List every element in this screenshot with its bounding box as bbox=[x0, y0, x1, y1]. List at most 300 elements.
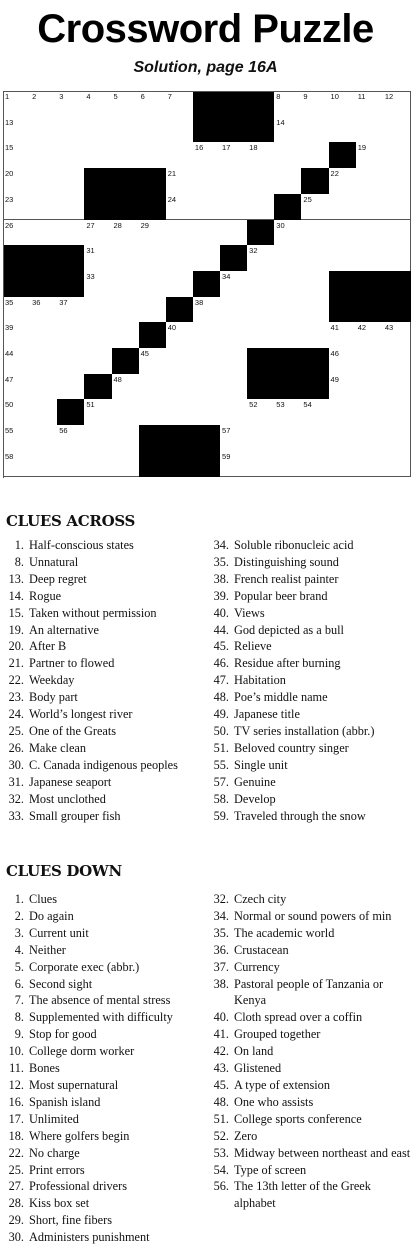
grid-cell[interactable] bbox=[193, 168, 221, 195]
grid-cell[interactable] bbox=[329, 91, 357, 118]
grid-block bbox=[356, 297, 384, 324]
cell-number: 54 bbox=[303, 400, 312, 410]
grid-cell[interactable] bbox=[383, 451, 411, 478]
grid-cell[interactable] bbox=[356, 451, 384, 478]
grid-cell[interactable] bbox=[112, 425, 140, 452]
grid-block bbox=[274, 348, 302, 375]
grid-cell[interactable] bbox=[274, 117, 302, 144]
clue-number: 38. bbox=[213, 571, 229, 586]
grid-cell[interactable] bbox=[274, 91, 302, 118]
clue-item bbox=[4, 808, 207, 825]
clue-item bbox=[209, 689, 411, 706]
grid-block bbox=[274, 194, 302, 221]
clue-number: 55. bbox=[213, 757, 229, 772]
grid-block bbox=[166, 425, 194, 452]
grid-cell[interactable] bbox=[329, 245, 357, 272]
grid-block bbox=[30, 271, 58, 298]
grid-cell[interactable] bbox=[112, 322, 140, 349]
grid-cell[interactable] bbox=[274, 322, 302, 349]
grid-cell[interactable] bbox=[220, 168, 248, 195]
grid-cell[interactable] bbox=[193, 245, 221, 272]
grid-cell[interactable] bbox=[139, 374, 167, 401]
grid-cell[interactable] bbox=[57, 142, 85, 169]
grid-cell[interactable] bbox=[356, 399, 384, 426]
grid-cell[interactable] bbox=[166, 348, 194, 375]
clue-text: Cloth spread over a coffin bbox=[234, 1010, 363, 1025]
grid-cell[interactable] bbox=[3, 451, 31, 478]
grid-cell[interactable] bbox=[3, 425, 31, 452]
clue-item bbox=[4, 791, 207, 808]
grid-cell[interactable] bbox=[301, 322, 329, 349]
grid-cell[interactable] bbox=[356, 194, 384, 221]
grid-cell[interactable] bbox=[3, 194, 31, 221]
clue-item bbox=[209, 1009, 411, 1026]
clue-item bbox=[4, 1009, 207, 1026]
grid-cell[interactable] bbox=[329, 451, 357, 478]
clue-number: 5. bbox=[14, 959, 24, 974]
grid-cell[interactable] bbox=[383, 425, 411, 452]
grid-cell[interactable] bbox=[383, 374, 411, 401]
solution-reference: Solution, page 16A bbox=[133, 59, 278, 76]
grid-cell[interactable] bbox=[274, 271, 302, 298]
clue-number: 43. bbox=[213, 1061, 229, 1076]
grid-block bbox=[193, 451, 221, 478]
grid-cell[interactable] bbox=[84, 348, 112, 375]
grid-cell[interactable] bbox=[30, 168, 58, 195]
grid-cell[interactable] bbox=[139, 117, 167, 144]
clue-number: 45. bbox=[213, 639, 229, 654]
grid-cell[interactable] bbox=[329, 425, 357, 452]
grid-cell[interactable] bbox=[3, 348, 31, 375]
grid-cell[interactable] bbox=[220, 271, 248, 298]
grid-cell[interactable] bbox=[166, 220, 194, 247]
cell-number: 31 bbox=[86, 246, 95, 256]
grid-cell[interactable] bbox=[166, 168, 194, 195]
clue-item bbox=[4, 1026, 207, 1043]
grid-cell[interactable] bbox=[356, 117, 384, 144]
clue-item bbox=[4, 638, 207, 655]
grid-cell[interactable] bbox=[30, 399, 58, 426]
grid-cell[interactable] bbox=[166, 194, 194, 221]
clue-text: Habitation bbox=[234, 673, 286, 688]
grid-cell[interactable] bbox=[57, 374, 85, 401]
grid-cell[interactable] bbox=[112, 142, 140, 169]
clue-item bbox=[4, 655, 207, 672]
cell-number: 6 bbox=[140, 92, 145, 101]
grid-cell[interactable] bbox=[220, 194, 248, 221]
grid-cell[interactable] bbox=[193, 297, 221, 324]
clue-item bbox=[209, 1128, 411, 1145]
grid-cell[interactable] bbox=[193, 322, 221, 349]
clue-item bbox=[209, 571, 411, 588]
across-clue-list-right bbox=[209, 537, 411, 824]
grid-cell[interactable] bbox=[166, 271, 194, 298]
grid-cell[interactable] bbox=[383, 245, 411, 272]
grid-cell[interactable] bbox=[30, 142, 58, 169]
grid-cell[interactable] bbox=[301, 245, 329, 272]
grid-cell[interactable] bbox=[30, 425, 58, 452]
grid-cell[interactable] bbox=[220, 374, 248, 401]
grid-block bbox=[329, 297, 357, 324]
grid-cell[interactable] bbox=[3, 91, 31, 118]
grid-cell[interactable] bbox=[301, 425, 329, 452]
clue-number: 44. bbox=[213, 622, 229, 637]
grid-cell[interactable] bbox=[139, 399, 167, 426]
clue-item bbox=[209, 588, 411, 605]
clue-number: 51. bbox=[213, 1111, 229, 1126]
grid-cell[interactable] bbox=[3, 142, 31, 169]
grid-block bbox=[193, 117, 221, 144]
grid-cell[interactable] bbox=[112, 220, 140, 247]
clue-item bbox=[4, 976, 207, 993]
grid-cell[interactable] bbox=[383, 117, 411, 144]
clue-number: 49. bbox=[213, 707, 229, 722]
cell-number: 13 bbox=[5, 117, 14, 127]
grid-cell[interactable] bbox=[3, 117, 31, 144]
grid-cell[interactable] bbox=[383, 399, 411, 426]
grid-cell[interactable] bbox=[220, 297, 248, 324]
grid-cell[interactable] bbox=[329, 168, 357, 195]
grid-block bbox=[383, 297, 411, 324]
clue-number: 17. bbox=[8, 1111, 24, 1126]
clue-text: Partner to flowed bbox=[29, 656, 115, 671]
grid-block bbox=[3, 245, 31, 272]
grid-block bbox=[166, 451, 194, 478]
grid-cell[interactable] bbox=[329, 220, 357, 247]
grid-block bbox=[139, 194, 167, 221]
clue-number: 34. bbox=[213, 908, 229, 923]
clue-text: One who assists bbox=[234, 1094, 314, 1109]
grid-cell[interactable] bbox=[329, 322, 357, 349]
clue-item bbox=[209, 740, 411, 757]
grid-cell[interactable] bbox=[112, 374, 140, 401]
cell-number: 12 bbox=[384, 92, 394, 101]
grid-cell[interactable] bbox=[356, 220, 384, 247]
clue-text: Spanish island bbox=[29, 1094, 101, 1109]
grid-cell[interactable] bbox=[84, 451, 112, 478]
grid-cell[interactable] bbox=[139, 245, 167, 272]
grid-cell[interactable] bbox=[84, 297, 112, 324]
clue-text: Bones bbox=[29, 1061, 60, 1076]
grid-cell[interactable] bbox=[30, 374, 58, 401]
clue-item bbox=[4, 689, 207, 706]
clue-item bbox=[209, 891, 411, 908]
grid-cell[interactable] bbox=[247, 271, 275, 298]
clue-number: 11. bbox=[9, 1061, 24, 1076]
grid-cell[interactable] bbox=[193, 220, 221, 247]
grid-cell[interactable] bbox=[166, 142, 194, 169]
clue-number: 40. bbox=[213, 605, 229, 620]
clue-text: God depicted as a bull bbox=[234, 622, 344, 637]
grid-cell[interactable] bbox=[3, 297, 31, 324]
clue-item bbox=[209, 554, 411, 571]
across-heading: CLUES ACROSS bbox=[6, 512, 136, 530]
clue-number: 13. bbox=[8, 571, 24, 586]
clue-item bbox=[4, 588, 207, 605]
grid-cell[interactable] bbox=[84, 220, 112, 247]
grid-cell[interactable] bbox=[3, 168, 31, 195]
grid-cell[interactable] bbox=[247, 168, 275, 195]
grid-cell[interactable] bbox=[57, 348, 85, 375]
clue-text: Traveled through the snow bbox=[234, 808, 366, 823]
cell-number: 18 bbox=[249, 143, 258, 153]
grid-cell[interactable] bbox=[247, 297, 275, 324]
grid-cell[interactable] bbox=[383, 322, 411, 349]
grid-cell[interactable] bbox=[383, 348, 411, 375]
clue-text: Unnatural bbox=[29, 554, 79, 569]
grid-cell[interactable] bbox=[84, 399, 112, 426]
cell-number: 33 bbox=[86, 271, 95, 281]
grid-cell[interactable] bbox=[166, 374, 194, 401]
grid-cell[interactable] bbox=[301, 297, 329, 324]
clue-item bbox=[209, 1178, 411, 1212]
clue-item bbox=[4, 757, 207, 774]
clue-text: Currency bbox=[234, 959, 280, 974]
clue-number: 59. bbox=[213, 808, 229, 823]
grid-cell[interactable] bbox=[3, 322, 31, 349]
grid-cell[interactable] bbox=[274, 142, 302, 169]
grid-cell[interactable] bbox=[3, 220, 31, 247]
grid-cell[interactable] bbox=[220, 142, 248, 169]
grid-cell[interactable] bbox=[139, 348, 167, 375]
grid-cell[interactable] bbox=[3, 399, 31, 426]
grid-cell[interactable] bbox=[84, 425, 112, 452]
grid-cell[interactable] bbox=[383, 91, 411, 118]
grid-cell[interactable] bbox=[301, 451, 329, 478]
clue-text: Neither bbox=[29, 942, 66, 957]
clue-text: World’s longest river bbox=[29, 707, 133, 722]
grid-cell[interactable] bbox=[84, 91, 112, 118]
grid-cell[interactable] bbox=[356, 374, 384, 401]
grid-cell[interactable] bbox=[193, 194, 221, 221]
grid-cell[interactable] bbox=[30, 91, 58, 118]
grid-cell[interactable] bbox=[356, 91, 384, 118]
grid-cell[interactable] bbox=[112, 451, 140, 478]
grid-cell[interactable] bbox=[139, 91, 167, 118]
cell-number: 26 bbox=[5, 220, 14, 230]
grid-cell[interactable] bbox=[383, 142, 411, 169]
clue-item bbox=[4, 1178, 207, 1195]
grid-cell[interactable] bbox=[57, 194, 85, 221]
grid-cell[interactable] bbox=[220, 220, 248, 247]
clue-text: Where golfers begin bbox=[29, 1128, 130, 1143]
clue-number: 46. bbox=[213, 656, 229, 671]
clue-number: 50. bbox=[213, 723, 229, 738]
grid-cell[interactable] bbox=[301, 271, 329, 298]
grid-cell[interactable] bbox=[30, 194, 58, 221]
grid-cell[interactable] bbox=[30, 117, 58, 144]
clue-text: Grouped together bbox=[234, 1027, 321, 1042]
grid-cell[interactable] bbox=[84, 117, 112, 144]
grid-cell[interactable] bbox=[112, 245, 140, 272]
grid-cell[interactable] bbox=[301, 142, 329, 169]
grid-cell[interactable] bbox=[220, 451, 248, 478]
grid-cell[interactable] bbox=[166, 117, 194, 144]
clue-number: 48. bbox=[213, 690, 229, 705]
grid-cell[interactable] bbox=[247, 142, 275, 169]
clue-number: 22. bbox=[8, 1145, 24, 1160]
grid-cell[interactable] bbox=[329, 374, 357, 401]
grid-block bbox=[247, 374, 275, 401]
grid-cell[interactable] bbox=[57, 117, 85, 144]
grid-cell[interactable] bbox=[57, 91, 85, 118]
clue-number: 39. bbox=[213, 588, 229, 603]
clue-text: The absence of mental stress bbox=[29, 993, 171, 1008]
clue-text: The 13th letter of the Greek alphabet bbox=[234, 1179, 371, 1211]
grid-cell[interactable] bbox=[274, 220, 302, 247]
grid-cell[interactable] bbox=[139, 142, 167, 169]
cell-number: 40 bbox=[167, 323, 177, 333]
grid-cell[interactable] bbox=[274, 245, 302, 272]
grid-cell[interactable] bbox=[356, 245, 384, 272]
cell-number: 1 bbox=[5, 92, 10, 101]
cell-number: 15 bbox=[5, 143, 14, 153]
clue-number: 26. bbox=[8, 740, 24, 755]
grid-cell[interactable] bbox=[274, 297, 302, 324]
grid-cell[interactable] bbox=[274, 168, 302, 195]
grid-cell[interactable] bbox=[30, 322, 58, 349]
cell-number: 30 bbox=[276, 220, 285, 230]
grid-cell[interactable] bbox=[84, 271, 112, 298]
grid-cell[interactable] bbox=[247, 451, 275, 478]
grid-cell[interactable] bbox=[193, 399, 221, 426]
grid-cell[interactable] bbox=[356, 142, 384, 169]
grid-cell[interactable] bbox=[112, 117, 140, 144]
clue-text: Czech city bbox=[234, 892, 287, 906]
grid-cell[interactable] bbox=[301, 117, 329, 144]
grid-cell[interactable] bbox=[383, 220, 411, 247]
cell-number: 52 bbox=[249, 400, 258, 410]
grid-cell[interactable] bbox=[84, 245, 112, 272]
clue-number: 35. bbox=[213, 925, 229, 940]
grid-cell[interactable] bbox=[329, 348, 357, 375]
grid-cell[interactable] bbox=[301, 91, 329, 118]
grid-cell[interactable] bbox=[166, 322, 194, 349]
clue-text: Taken without permission bbox=[29, 605, 157, 620]
cell-number: 2 bbox=[32, 92, 37, 101]
clue-item bbox=[4, 1077, 207, 1094]
grid-cell[interactable] bbox=[247, 399, 275, 426]
clue-number: 3. bbox=[14, 925, 24, 940]
grid-cell[interactable] bbox=[57, 322, 85, 349]
grid-cell[interactable] bbox=[301, 220, 329, 247]
clue-text: Genuine bbox=[234, 774, 276, 789]
grid-cell[interactable] bbox=[356, 322, 384, 349]
grid-cell[interactable] bbox=[166, 245, 194, 272]
grid-cell[interactable] bbox=[329, 194, 357, 221]
grid-cell[interactable] bbox=[57, 220, 85, 247]
cell-number: 24 bbox=[167, 194, 177, 204]
clue-text: Half-conscious states bbox=[29, 538, 134, 552]
clue-number: 48. bbox=[213, 1094, 229, 1109]
grid-cell[interactable] bbox=[193, 348, 221, 375]
cell-number: 4 bbox=[86, 92, 91, 101]
grid-cell[interactable] bbox=[220, 425, 248, 452]
grid-cell[interactable] bbox=[356, 348, 384, 375]
grid-cell[interactable] bbox=[30, 451, 58, 478]
clue-item bbox=[209, 908, 411, 925]
clue-number: 25. bbox=[8, 1162, 24, 1177]
clue-item bbox=[209, 959, 411, 976]
grid-cell[interactable] bbox=[301, 399, 329, 426]
grid-cell[interactable] bbox=[84, 142, 112, 169]
clue-text: Short, fine fibers bbox=[29, 1213, 112, 1228]
grid-cell[interactable] bbox=[139, 220, 167, 247]
cell-number: 27 bbox=[86, 220, 95, 230]
grid-cell[interactable] bbox=[84, 322, 112, 349]
clue-item bbox=[4, 1229, 207, 1246]
clue-item bbox=[209, 655, 411, 672]
grid-cell[interactable] bbox=[247, 425, 275, 452]
grid-cell[interactable] bbox=[193, 142, 221, 169]
grid-cell[interactable] bbox=[30, 220, 58, 247]
grid-cell[interactable] bbox=[220, 348, 248, 375]
grid-cell[interactable] bbox=[274, 451, 302, 478]
grid-cell[interactable] bbox=[383, 168, 411, 195]
grid-cell[interactable] bbox=[139, 297, 167, 324]
grid-cell[interactable] bbox=[57, 297, 85, 324]
grid-cell[interactable] bbox=[193, 374, 221, 401]
grid-block bbox=[139, 322, 167, 349]
clue-text: Japanese seaport bbox=[29, 774, 112, 789]
grid-cell[interactable] bbox=[383, 194, 411, 221]
grid-cell[interactable] bbox=[247, 245, 275, 272]
grid-cell[interactable] bbox=[356, 168, 384, 195]
grid-cell[interactable] bbox=[139, 271, 167, 298]
grid-cell[interactable] bbox=[30, 348, 58, 375]
clue-item bbox=[209, 791, 411, 808]
clue-item bbox=[4, 891, 207, 908]
grid-block bbox=[247, 348, 275, 375]
grid-cell[interactable] bbox=[247, 194, 275, 221]
grid-cell[interactable] bbox=[220, 322, 248, 349]
grid-cell[interactable] bbox=[329, 399, 357, 426]
cell-number: 25 bbox=[303, 194, 312, 204]
clue-text: Unlimited bbox=[29, 1111, 79, 1126]
clue-text: Popular beer brand bbox=[234, 588, 328, 603]
grid-cell[interactable] bbox=[112, 271, 140, 298]
grid-cell[interactable] bbox=[329, 117, 357, 144]
clue-number: 1. bbox=[14, 892, 24, 906]
cell-number: 19 bbox=[357, 143, 367, 153]
grid-cell[interactable] bbox=[112, 399, 140, 426]
grid-cell[interactable] bbox=[247, 322, 275, 349]
grid-cell[interactable] bbox=[30, 297, 58, 324]
grid-cell[interactable] bbox=[301, 194, 329, 221]
grid-cell[interactable] bbox=[166, 399, 194, 426]
grid-cell[interactable] bbox=[356, 425, 384, 452]
grid-block bbox=[139, 425, 167, 452]
grid-cell[interactable] bbox=[274, 425, 302, 452]
grid-cell[interactable] bbox=[274, 399, 302, 426]
cell-number: 29 bbox=[140, 220, 149, 230]
grid-cell[interactable] bbox=[57, 451, 85, 478]
grid-cell[interactable] bbox=[112, 297, 140, 324]
grid-cell[interactable] bbox=[166, 91, 194, 118]
grid-cell[interactable] bbox=[57, 425, 85, 452]
clue-text: Residue after burning bbox=[234, 656, 341, 671]
clue-number: 31. bbox=[8, 774, 24, 789]
cell-number: 7 bbox=[167, 92, 172, 101]
clue-text: Small grouper fish bbox=[29, 808, 121, 823]
grid-cell[interactable] bbox=[220, 399, 248, 426]
grid-cell[interactable] bbox=[57, 168, 85, 195]
clue-number: 37. bbox=[213, 959, 229, 974]
grid-block bbox=[166, 297, 194, 324]
grid-cell[interactable] bbox=[3, 374, 31, 401]
grid-cell[interactable] bbox=[112, 91, 140, 118]
clue-item bbox=[209, 1111, 411, 1128]
